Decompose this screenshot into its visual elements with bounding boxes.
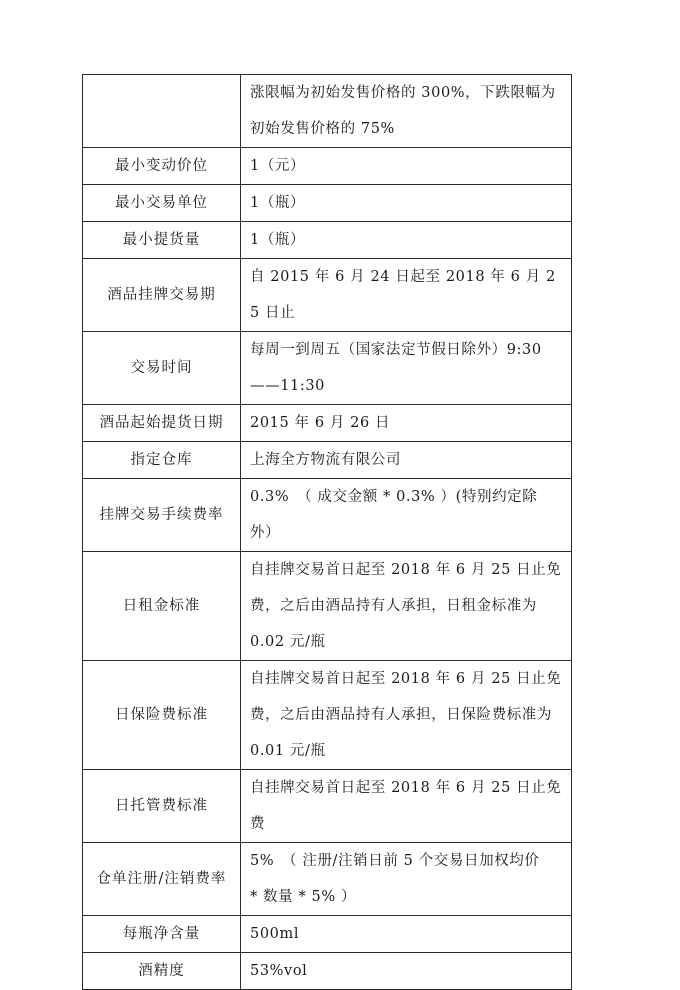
table-row [83, 552, 572, 661]
row-value-line: 500ml [250, 926, 300, 942]
row-value-line: 初始发售价格的 75% [250, 121, 395, 137]
table-row [83, 222, 572, 259]
row-value [241, 442, 572, 479]
row-value [241, 259, 572, 332]
row-label: 酒品起始提货日期 [83, 405, 241, 442]
row-label: 日保险费标准 [83, 661, 241, 770]
row-value [241, 148, 572, 185]
row-label: 酒品挂牌交易期 [83, 259, 241, 332]
table-row [83, 770, 572, 843]
row-value-line: 每周一到周五（国家法定节假日除外）9:30 [250, 342, 542, 358]
row-value [241, 661, 572, 770]
row-value [241, 405, 572, 442]
row-value-line: * 数量 * 5% ） [250, 889, 357, 905]
row-label: 最小提货量 [83, 222, 241, 259]
row-label: 指定仓库 [83, 442, 241, 479]
row-value-line: 1（瓶） [250, 232, 306, 248]
row-label: 酒精度 [83, 953, 241, 990]
row-value [241, 75, 572, 148]
table-row [83, 332, 572, 405]
row-label: 挂牌交易手续费率 [83, 479, 241, 552]
row-value [241, 953, 572, 990]
row-label: 每瓶净含量 [83, 916, 241, 953]
row-value-line: 5% （ 注册/注销日前 5 个交易日加权均价 [250, 853, 540, 869]
row-value-line: 自挂牌交易首日起至 2018 年 6 月 25 日止免费 [250, 780, 562, 832]
row-value-line: 费，之后由酒品持有人承担，日租金标准为 [250, 598, 537, 614]
row-value-line: 53%vol [250, 963, 308, 979]
row-value-line: 2015 年 6 月 26 日 [250, 415, 391, 431]
row-value-line: 0.01 元/瓶 [250, 743, 326, 759]
row-label: 最小交易单位 [83, 185, 241, 222]
table-row [83, 185, 572, 222]
table-row [83, 661, 572, 770]
row-value-line: 0.3% （ 成交金额 * 0.3% ）(特别约定除 [250, 489, 538, 505]
row-label: 仓单注册/注销费率 [83, 843, 241, 916]
row-value [241, 843, 572, 916]
table-row [83, 479, 572, 552]
table-row [83, 916, 572, 953]
row-value-line: 涨限幅为初始发售价格的 300%，下跌限幅为 [250, 85, 556, 101]
row-label: 交易时间 [83, 332, 241, 405]
row-value-line: 自挂牌交易首日起至 2018 年 6 月 25 日止免 [250, 671, 562, 687]
table-row [83, 442, 572, 479]
table-row [83, 953, 572, 990]
row-value [241, 222, 572, 259]
table-row [83, 405, 572, 442]
table-row [83, 259, 572, 332]
row-value-line: 1（元） [250, 158, 306, 174]
row-value [241, 185, 572, 222]
row-value-line: 自挂牌交易首日起至 2018 年 6 月 25 日止免 [250, 562, 562, 578]
row-value-line: 1（瓶） [250, 195, 306, 211]
row-value [241, 916, 572, 953]
row-label: 日租金标准 [83, 552, 241, 661]
row-label: 日托管费标准 [83, 770, 241, 843]
row-value-line: 0.02 元/瓶 [250, 634, 326, 650]
row-value [241, 770, 572, 843]
table-row [83, 148, 572, 185]
row-value-line: ——11:30 [250, 378, 325, 394]
table-row [83, 75, 572, 148]
row-value [241, 479, 572, 552]
row-value [241, 552, 572, 661]
row-value-line: 上海全方物流有限公司 [250, 452, 401, 468]
row-value [241, 332, 572, 405]
product-spec-table [82, 74, 572, 990]
row-label [83, 75, 241, 148]
row-label: 最小变动价位 [83, 148, 241, 185]
table-row [83, 843, 572, 916]
row-value-line: 外） [250, 525, 281, 541]
row-value-line: 自 2015 年 6 月 24 日起至 2018 年 6 月 25 日止 [250, 269, 556, 321]
row-value-line: 费，之后由酒品持有人承担，日保险费标准为 [250, 707, 552, 723]
